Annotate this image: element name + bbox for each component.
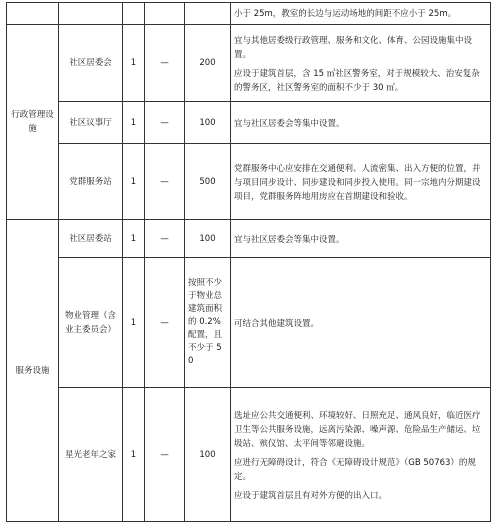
dash-cell: — xyxy=(145,220,185,258)
requirement-paragraph: 应进行无障碍设计，符合《无障碍设计规范》（GB 50763）的规定。 xyxy=(234,457,476,482)
requirement-cell xyxy=(231,25,491,102)
dash-cell: — xyxy=(145,144,185,220)
facility-name-cell: 社区居委站 xyxy=(59,220,123,258)
category-cell xyxy=(7,3,59,25)
table-row xyxy=(7,388,491,522)
dash-cell: — xyxy=(145,102,185,144)
requirement-cell xyxy=(231,258,491,388)
requirement-cell xyxy=(231,144,491,220)
table-row xyxy=(7,144,491,220)
area-cell: 100 xyxy=(185,388,231,522)
count-cell: 1 xyxy=(123,25,145,102)
table-row xyxy=(7,220,491,258)
facility-name-cell: 党群服务站 xyxy=(59,144,123,220)
count-cell: 1 xyxy=(123,258,145,388)
count-cell: 1 xyxy=(123,388,145,522)
requirement-cell xyxy=(231,102,491,144)
count-cell: 1 xyxy=(123,220,145,258)
dash-cell: — xyxy=(145,258,185,388)
dash-cell xyxy=(145,3,185,25)
facility-name-cell: 星光老年之家 xyxy=(59,388,123,522)
area-cell: 按照不少于物业总建筑面积的 0.2% 配置，且不少于 50 xyxy=(185,258,231,388)
table-row xyxy=(7,25,491,102)
requirement-cell xyxy=(231,388,491,522)
dash-cell: — xyxy=(145,25,185,102)
area-cell: 100 xyxy=(185,102,231,144)
category-cell-admin: 行政管理设施 xyxy=(7,25,59,220)
table-row xyxy=(7,102,491,144)
requirement-paragraph: 宜与社区居委会等集中设置。 xyxy=(234,234,345,245)
requirement-paragraph: 应设于建筑首层且有对外方便的出入口。 xyxy=(234,490,388,501)
facility-spec-table xyxy=(6,2,491,522)
requirement-cell: 小于 25m，教室的长边与运动场地的间距不应小于 25m。 xyxy=(231,3,491,25)
count-cell: 1 xyxy=(123,102,145,144)
dash-cell: — xyxy=(145,388,185,522)
count-cell xyxy=(123,3,145,25)
requirement-paragraph: 选址应公共交通便利、环境较好、日照充足、通风良好，临近医疗卫生等公共服务设施，远离污染源、噪声源、危险品生产储运、垃圾站、殡仪馆、太平间等邻避设施。 xyxy=(234,410,481,449)
table-row xyxy=(7,3,491,25)
area-cell: 500 xyxy=(185,144,231,220)
requirement-paragraph: 党群服务中心应安排在交通便利、人流密集、出入方便的位置，并与项目同步设计、同步建设和同步投入使用。同一宗地内分期建设项目，党群服务阵地用房应在首期建设和验收。 xyxy=(234,163,481,202)
area-cell: 100 xyxy=(185,220,231,258)
count-cell: 1 xyxy=(123,144,145,220)
requirement-paragraph: 可结合其他建筑设置。 xyxy=(234,318,320,329)
requirement-cell xyxy=(231,220,491,258)
area-cell: 200 xyxy=(185,25,231,102)
table-row xyxy=(7,258,491,388)
requirement-paragraph: 应设于建筑首层，含 15 ㎡社区警务室，对于规模较大、治安复杂的警务区，社区警务室的面积不少于 30 ㎡。 xyxy=(234,68,480,93)
facility-name-cell: 社区居委会 xyxy=(59,25,123,102)
area-cell xyxy=(185,3,231,25)
facility-name-cell: 社区议事厅 xyxy=(59,102,123,144)
requirement-paragraph: 宜与社区居委会等集中设置。 xyxy=(234,118,345,129)
facility-name-cell: 物业管理（含业主委员会） xyxy=(59,258,123,388)
facility-name-cell xyxy=(59,3,123,25)
category-cell-service: 服务设施 xyxy=(7,220,59,522)
requirement-paragraph: 宜与其他居委级行政管理、服务和文化、体育、公园设施集中设置。 xyxy=(234,35,473,60)
